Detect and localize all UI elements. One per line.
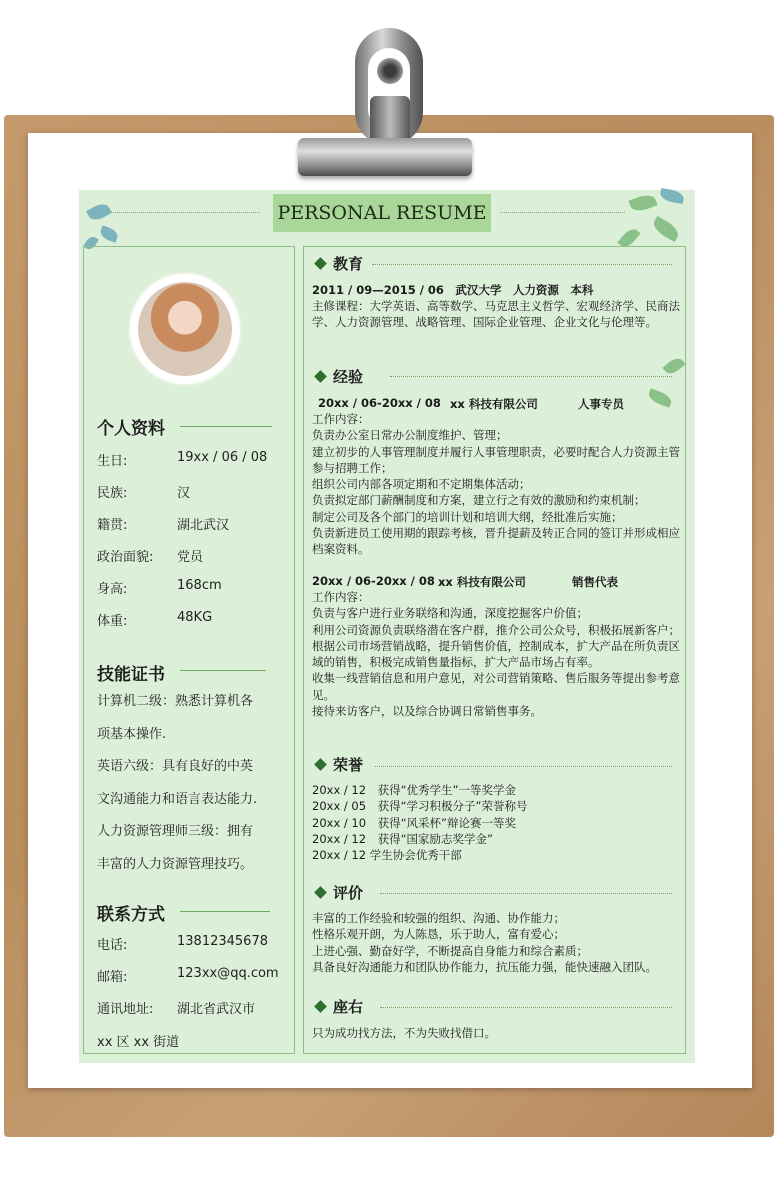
education-courses: 主修课程：大学英语、高等数学、马克思主义哲学、宏观经济学、民商法学、人力资源管理、战略管理、国际企业管理、企业文化与伦理等。	[312, 299, 680, 330]
contact-heading-line	[180, 911, 270, 912]
job-description	[312, 411, 680, 558]
job-role: 人事专员	[578, 397, 624, 411]
profile-label: 民族:	[97, 486, 128, 501]
education-heading: 教育	[333, 255, 364, 273]
job-line: 组织公司内部各项定期和不定期集体活动；	[312, 477, 531, 492]
job-line: 制定公司及各个部门的培训计划和培训大纲，经批准后实施；	[312, 509, 623, 524]
skills-list	[97, 686, 287, 881]
profile-value: 19xx / 06 / 08	[177, 450, 268, 465]
clip-hole	[377, 58, 403, 84]
job-line: 负责新进员工使用期的跟踪考核，晋升提薪及转正合同的签订并形成相应档案资料。	[312, 526, 680, 557]
profile-label: 身高:	[97, 582, 128, 597]
contact-heading: 联系方式	[97, 905, 165, 925]
job-line: 负责拟定部门薪酬制度和方案，建立行之有效的激励和约束机制；	[312, 493, 646, 508]
self-eval-heading-line	[380, 893, 672, 894]
skill-line: 英语六级：具有良好的中英	[97, 759, 254, 774]
honor-item: 20xx / 12 获得“国家励志奖学金”	[312, 831, 493, 846]
motto-text: 只为成功找方法，不为失败找借口。	[312, 1026, 496, 1040]
email-label: 邮箱:	[97, 970, 128, 985]
skill-line: 人力资源管理师三级：拥有	[97, 824, 254, 839]
experience-heading-line	[390, 376, 672, 377]
resume-title: PERSONAL RESUME	[273, 194, 491, 232]
profile-heading: 个人资料	[97, 419, 165, 439]
title-line-right	[500, 212, 625, 213]
honor-item: 20xx / 12 获得“优秀学生”一等奖学金	[312, 783, 516, 797]
job-role: 销售代表	[572, 575, 618, 589]
self-eval-line: 上进心强、勤奋好学，不断提高自身能力和综合素质；	[312, 943, 588, 958]
self-eval-line: 具备良好沟通能力和团队协作能力，抗压能力强，能快速融入团队。	[312, 959, 657, 974]
profile-value: 湖北武汉	[177, 518, 230, 533]
job-line: 工作内容：	[312, 412, 370, 426]
honor-item: 20xx / 10 获得“风采杯”辩论赛一等奖	[312, 815, 516, 830]
honors-heading-line	[375, 766, 672, 767]
profile-value: 党员	[177, 550, 204, 565]
job-line: 建立初步的人事管理制度并履行人事管理职责，必要时配合人力资源主管参与招聘工作；	[312, 444, 680, 475]
skill-line: 项基本操作.	[97, 726, 167, 742]
job-line: 负责与客户进行业务联络和沟通，深度挖掘客户价值；	[312, 606, 588, 621]
job-description	[312, 589, 680, 719]
job-line: 收集一线营销信息和用户意见，对公司营销策略、售后服务等提出参考意见。	[312, 671, 680, 702]
job-line: 利用公司资源负责联络潜在客户群，推介公司公众号，积极拓展新客户；	[312, 622, 680, 637]
profile-label: 体重:	[97, 614, 128, 629]
email-value: 123xx@qq.com	[177, 966, 279, 981]
motto-heading: 座右	[333, 998, 364, 1016]
job-line: 负责办公室日常办公制度维护、管理；	[312, 428, 508, 443]
skill-line: 丰富的人力资源管理技巧。	[97, 856, 254, 872]
job-company: xx 科技有限公司	[450, 397, 538, 411]
profile-value: 168cm	[177, 578, 222, 593]
honors-list	[312, 782, 680, 863]
phone-label: 电话:	[97, 938, 128, 953]
job-line: 根据公司市场营销战略，提升销售价值，控制成本，扩大产品在所负责区域的销售，积极完成销售量指标，扩大产品市场占有率。	[312, 638, 680, 670]
skills-heading-line	[180, 670, 266, 671]
profile-value: 汉	[177, 486, 191, 501]
education-header: 2011 / 09—2015 / 06 武汉大学 人力资源 本科	[312, 283, 594, 297]
job-company: xx 科技有限公司	[438, 575, 526, 589]
avatar-photo	[138, 282, 232, 376]
title-line-left	[110, 212, 260, 213]
honors-heading: 荣誉	[333, 756, 364, 774]
self-eval-heading: 评价	[333, 884, 364, 902]
address-label: 通讯地址:	[97, 1002, 154, 1017]
skill-line: 文沟通能力和语言表达能力.	[97, 791, 258, 807]
job-date: 20xx / 06-20xx / 08	[318, 396, 441, 410]
skill-line: 计算机二级：熟悉计算机各	[97, 694, 254, 709]
profile-heading-line	[180, 426, 272, 427]
education-heading-line	[372, 264, 672, 265]
job-date: 20xx / 06-20xx / 08	[312, 574, 435, 588]
profile-label: 政治面貌:	[97, 550, 154, 565]
experience-heading: 经验	[333, 368, 364, 386]
profile-label: 籍贯:	[97, 518, 128, 533]
self-eval-line: 性格乐观开朗，为人陈恳，乐于助人，富有爱心；	[312, 927, 565, 942]
skills-heading: 技能证书	[97, 665, 165, 685]
honor-item: 20xx / 12 学生协会优秀干部	[312, 848, 462, 863]
address-value: 湖北省武汉市	[177, 1002, 256, 1017]
motto-heading-line	[380, 1007, 672, 1008]
job-line: 工作内容：	[312, 590, 370, 604]
honor-item: 20xx / 05 获得“学习积极分子”荣誉称号	[312, 799, 528, 814]
clip-bolt	[370, 96, 410, 144]
phone-value: 13812345678	[177, 934, 268, 949]
profile-value: 48KG	[177, 610, 213, 625]
address-value-2: xx 区 xx 街道	[97, 1035, 180, 1050]
binder-clip	[298, 138, 472, 176]
profile-label: 生日:	[97, 454, 128, 469]
self-eval-list	[312, 910, 680, 975]
job-line: 接待来访客户，以及综合协调日常销售事务。	[312, 704, 542, 719]
self-eval-line: 丰富的工作经验和较强的组织、沟通、协作能力；	[312, 911, 565, 925]
